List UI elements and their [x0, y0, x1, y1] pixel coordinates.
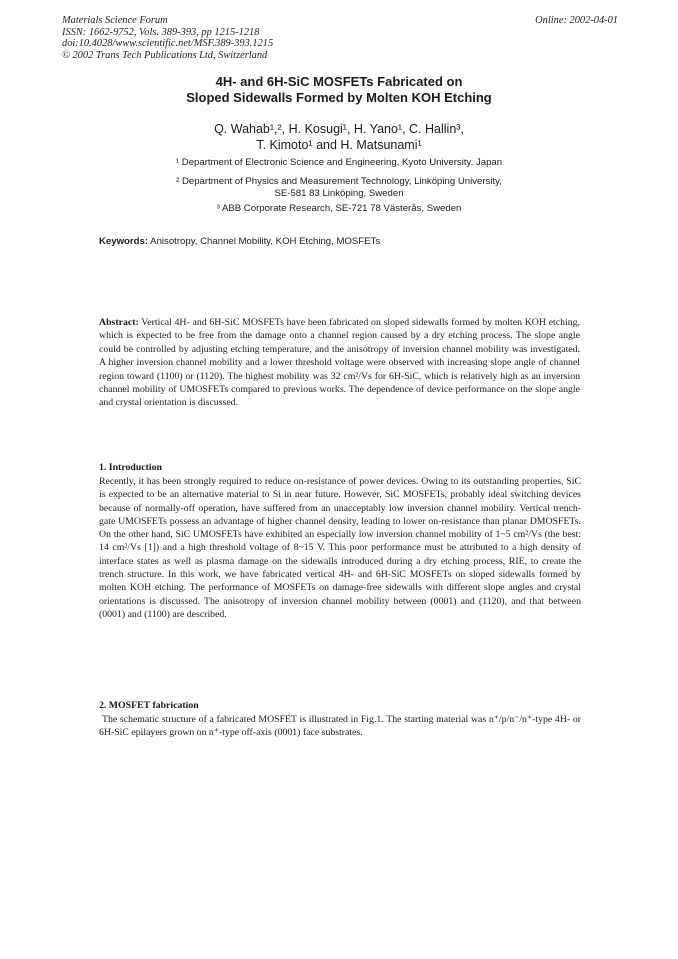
author-list	[60, 121, 618, 153]
keywords	[99, 236, 579, 248]
authors-line-1: Q. Wahab¹,², H. Kosugi¹, H. Yano¹, C. Hallin³,	[214, 122, 464, 136]
section-body-fabrication: The schematic structure of a fabricated MOSFET is illustrated in Fig.1. The starting material was n⁺/p/n⁻/n⁺-type 4H- or 6H-SiC epilayers grown on n⁺-type off-axis (0001) face substrates.	[99, 714, 581, 739]
doi-link[interactable]: doi:10.4028/www.scientific.net/MSF.389-393.1215	[62, 38, 274, 50]
abstract-text: Vertical 4H- and 6H-SiC MOSFETs have been fabricated on sloped sidewalls formed by molten KOH etching, which is expected to be free from the damage onto a channel region caused by a dry etching process. The slope angle could be controlled by adjusting etching temperature, and the anisotropy of inversion channel mobility was investigated. A higher inversion channel mobility and a lower threshold voltage were observed with increasing slope angle of channel region toward (1100) or (1120). The highest mobility was 32 cm²/Vs for 6H-SiC, which is relatively high as an inversion channel mobility of UMOSFETs compared to previous works. The dependence of device performance on the slope angle and crystal orientation is discussed.	[99, 317, 580, 409]
affiliation-2	[60, 176, 618, 200]
authors-line-2: T. Kimoto¹ and H. Matsunami¹	[256, 138, 422, 152]
section-heading-introduction: 1. Introduction	[99, 462, 162, 473]
issn-line: ISSN: 1662-9752, Vols. 389-393, pp 1215-1218	[62, 26, 260, 38]
keywords-label: Keywords:	[99, 236, 149, 247]
journal-name: Materials Science Forum	[62, 15, 168, 26]
affiliation-2-line-1: ² Department of Physics and Measurement Technology, Linköping University,	[176, 176, 502, 187]
abstract	[99, 316, 580, 410]
affiliation-3	[60, 203, 618, 215]
title-line-1: 4H- and 6H-SiC MOSFETs Fabricated on	[215, 74, 463, 89]
abstract-label: Abstract:	[99, 317, 139, 328]
affiliation-1-text: ¹ Department of Electronic Science and Engineering, Kyoto University, Japan	[175, 157, 503, 168]
journal-header	[62, 15, 618, 61]
affiliation-3-text: ³ ABB Corporate Research, SE-721 78 Västerås, Sweden	[216, 203, 462, 214]
online-date: Online: 2002-04-01	[535, 15, 618, 26]
copyright-line: © 2002 Trans Tech Publications Ltd, Switzerland	[62, 49, 268, 61]
section-heading-fabrication: 2. MOSFET fabrication	[99, 700, 199, 711]
affiliation-2-line-2: SE-581 83 Linköping, Sweden	[274, 188, 404, 199]
affiliation-1	[60, 157, 618, 169]
keywords-text: Anisotropy, Channel Mobility, KOH Etching, MOSFETs	[148, 236, 381, 247]
paper-title	[60, 74, 618, 105]
section-body-introduction: Recently, it has been strongly required to reduce on-resistance of power devices. Owing to its outstanding properties, SiC is expected to be an alternative material to Si in near future. However, SiC MOSFETs, probably ideal switching devices because of normally-off operation, have suffered from an unacceptably low inversion channel mobility. Vertical trench-gate UMOSFETs possess an advantage of higher channel density, leading to lower on-resistance than planar DMOSFETs. On the other hand, SiC UMOSFETs have exhibited an especially low inversion channel mobility of 1~5 cm²/Vs (the best: 14 cm²/Vs [1]) and a high threshold voltage of 8~15 V. This poor performance must be attributed to a high density of interface states as well as plasma damage on the sidewalls introduced during a dry etching process, RIE, to create the trench structure. In this work, we have fabricated vertical 4H- and 6H-SiC MOSFETs on sloped sidewalls formed by molten KOH etching. The performance of MOSFETs on damage-free sidewalls with different slope angles and crystal orientations is discussed. The anisotropy of inversion channel mobility between (0001) and (1120), and that between (0001) and (1100) are described.	[99, 476, 581, 620]
title-line-2: Sloped Sidewalls Formed by Molten KOH Etching	[186, 89, 492, 105]
